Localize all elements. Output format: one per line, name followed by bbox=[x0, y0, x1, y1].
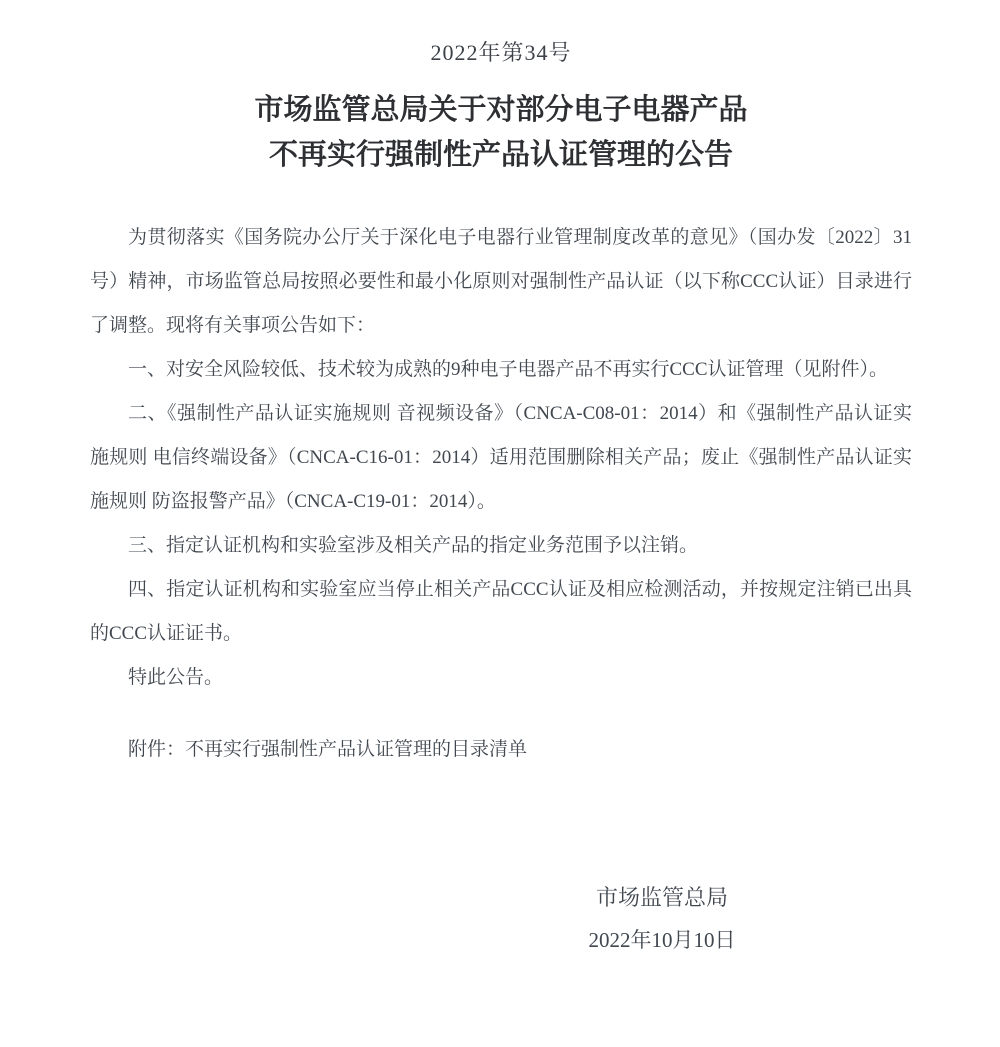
doc-body bbox=[90, 216, 912, 700]
paragraph-item-1: 一、对安全风险较低、技术较为成熟的9种电子电器产品不再实行CCC认证管理（见附件）。 bbox=[128, 359, 889, 380]
paragraph-closing: 特此公告。 bbox=[128, 667, 224, 688]
signature-block bbox=[552, 884, 772, 954]
doc-number: 2022年第34号 bbox=[430, 40, 572, 65]
paragraph-item-4: 四、指定认证机构和实验室应当停止相关产品CCC认证及相应检测活动，并按规定注销已出具的CCC认证证书。 bbox=[90, 579, 912, 644]
signature-date: 2022年10月10日 bbox=[588, 928, 736, 952]
paragraph-intro: 为贯彻落实《国务院办公厅关于深化电子电器行业管理制度改革的意见》（国办发〔2022〕31号）精神，市场监管总局按照必要性和最小化原则对强制性产品认证（以下称CCC认证）目录进行了调整。现将有关事项公告如下： bbox=[90, 227, 912, 336]
doc-title-line1: 市场监管总局关于对部分电子电器产品 bbox=[254, 94, 748, 126]
paragraph-item-2: 二、《强制性产品认证实施规则 音视频设备》（CNCA-C08-01：2014）和《强制性产品认证实施规则 电信终端设备》（CNCA-C16-01：2014）适用范围删除相关产品；废止《强制性产品认证实施规则 防盗报警产品》（CNCA-C19-01：2014）。 bbox=[90, 403, 912, 512]
doc-title-line2: 不再实行强制性产品认证管理的公告 bbox=[268, 139, 733, 171]
paragraph-item-3: 三、指定认证机构和实验室涉及相关产品的指定业务范围予以注销。 bbox=[128, 535, 699, 556]
attachment-line: 附件：不再实行强制性产品认证管理的目录清单 bbox=[128, 739, 528, 760]
doc-title bbox=[90, 88, 912, 178]
signature-issuer: 市场监管总局 bbox=[595, 885, 728, 910]
